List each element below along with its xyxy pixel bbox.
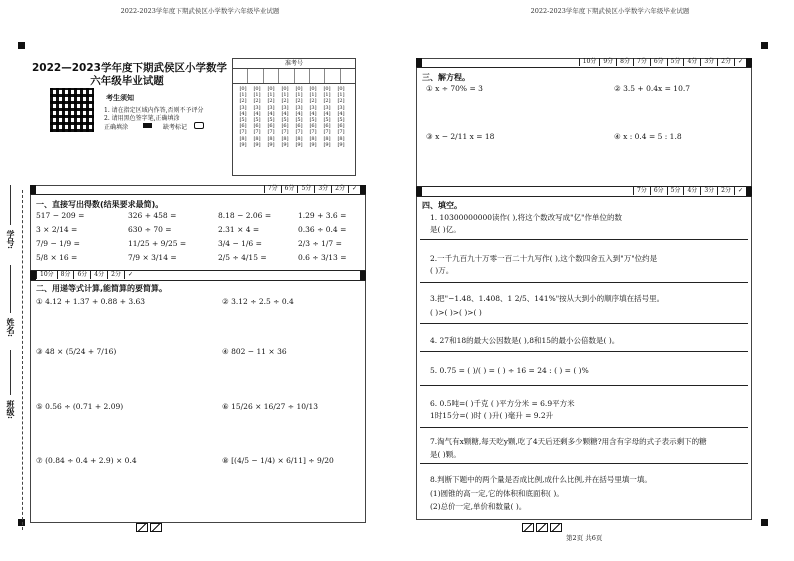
digit-bubble[interactable]: [5] (309, 117, 317, 124)
digit-bubble[interactable]: [4] (309, 110, 317, 117)
score-box[interactable]: 7分 (633, 187, 650, 195)
oral-problem: 3/4 − 1/6 = (218, 239, 262, 248)
digit-bubble[interactable]: [7] (337, 129, 345, 136)
oral-problem: 0.36 ÷ 0.4 = (298, 225, 347, 234)
score-box[interactable]: 2分 (717, 187, 734, 195)
digit-bubble[interactable]: [8] (239, 135, 247, 142)
digit-bubble[interactable]: [5] (281, 117, 289, 124)
equation-4: ④ x : 0.4 = 5 : 1.8 (614, 132, 682, 141)
notice-title: 考生须知 (106, 94, 134, 102)
digit-bubble[interactable]: [2] (267, 98, 275, 105)
score-box[interactable]: 8分 (57, 271, 74, 279)
score-box[interactable]: ✓ (734, 58, 746, 66)
score-box[interactable]: 6分 (650, 58, 667, 66)
divider (420, 239, 748, 240)
fill-item-3-cont: ( )>( )>( )>( ) (430, 308, 482, 317)
digit-bubble[interactable]: [2] (253, 98, 261, 105)
oral-problem: 8.18 − 2.06 = (218, 211, 272, 220)
fold-line (22, 190, 24, 530)
divider (420, 282, 748, 283)
digit-bubble[interactable]: [4] (281, 110, 289, 117)
fill-item-2-cont: ( )万。 (430, 266, 454, 275)
qr-code (50, 88, 94, 132)
digit-bubble[interactable]: [5] (323, 117, 331, 124)
digit-bubble[interactable]: [3] (323, 104, 331, 111)
score-box[interactable]: 2分 (717, 58, 734, 66)
digit-bubble[interactable]: [0] (267, 86, 275, 92)
right-running-title: 2022-2023学年度下期武侯区小学数学六年级毕业试题 (530, 7, 690, 15)
oral-problem: 5/8 × 16 = (36, 253, 78, 262)
score-box[interactable]: 8分 (616, 58, 633, 66)
digit-bubble[interactable]: [8] (267, 135, 275, 142)
digit-bubble[interactable]: [4] (337, 110, 345, 117)
digit-bubble[interactable]: [6] (253, 123, 261, 130)
digit-bubble[interactable]: [6] (267, 123, 275, 130)
score-box[interactable]: ✓ (124, 271, 136, 279)
digit-bubble[interactable]: [5] (337, 117, 345, 124)
digit-bubble[interactable]: [8] (281, 135, 289, 142)
digit-bubble[interactable]: [7] (281, 129, 289, 136)
digit-bubble[interactable]: [3] (309, 104, 317, 111)
barcode-mark (522, 523, 534, 532)
digit-bubble[interactable]: [2] (239, 98, 247, 105)
oral-problem: 0.6 ÷ 3/13 = (298, 253, 347, 262)
digit-bubble[interactable]: [2] (337, 98, 345, 105)
oral-problem: 1.29 + 3.6 = (298, 211, 347, 220)
fill-item-6-cont: 1时15分=( )时 ( )升( )毫升 = 9.2升 (430, 411, 554, 420)
digit-bubble[interactable]: [6] (323, 123, 331, 130)
divider (420, 323, 748, 324)
calc-problem-6: ⑥ 15/26 × 16/27 ÷ 10/13 (222, 402, 319, 411)
oral-problem: 517 − 209 = (36, 211, 85, 220)
digit-bubble[interactable]: [9] (267, 141, 275, 148)
digit-bubble[interactable]: [5] (239, 117, 247, 124)
digit-bubble[interactable]: [6] (309, 123, 317, 130)
digit-bubble[interactable]: [0] (239, 86, 247, 92)
score-box[interactable]: 9分 (599, 58, 616, 66)
absent-mark-checkbox[interactable] (194, 122, 204, 129)
correct-fill-sample (143, 123, 152, 128)
digit-bubble[interactable]: [6] (295, 123, 303, 130)
digit-bubble[interactable]: [8] (323, 135, 331, 142)
score-box[interactable]: 7分 (264, 185, 281, 193)
score-bar (416, 58, 752, 68)
fill-item-3: 3.把"−1.48、1.408、1 2/5、141%"按从大到小的顺序填在括号里。 (430, 294, 665, 303)
digit-bubble[interactable]: [7] (239, 129, 247, 136)
barcode-mark (150, 523, 162, 532)
score-box[interactable]: 7分 (633, 58, 650, 66)
absent-mark-label: 缺考标记 (163, 124, 188, 131)
fill-item-6: 6. 0.5吨=( )千克 ( )平方分米 = 6.9平方米 (430, 399, 575, 408)
calc-problem-5: ⑤ 0.56 ÷ (0.71 + 2.09) (36, 402, 124, 411)
score-box[interactable]: 4分 (90, 271, 107, 279)
fill-item-1: 1. 10300000000读作( ),将这个数改写成"亿"作单位的数 (430, 213, 623, 222)
score-box[interactable]: 3分 (700, 58, 717, 66)
score-box[interactable]: 10分 (36, 271, 57, 279)
oral-problem: 630 ÷ 70 = (128, 225, 172, 234)
name-label: 姓名: (6, 318, 16, 337)
section-title-4: 四、填空。 (422, 201, 462, 210)
section-title-2: 二、用递等式计算,能简算的要简算。 (36, 284, 168, 293)
digit-bubble[interactable]: [3] (253, 104, 261, 111)
digit-bubble[interactable]: [9] (323, 141, 331, 148)
digit-bubble[interactable]: [6] (337, 123, 345, 130)
digit-bubble[interactable]: [1] (323, 92, 331, 99)
digit-bubble[interactable]: [7] (267, 129, 275, 136)
digit-bubble[interactable]: [6] (281, 123, 289, 130)
barcode-mark (550, 523, 562, 532)
calc-problem-2: ② 3.12 ÷ 2.5 ÷ 0.4 (222, 297, 294, 306)
digit-bubble[interactable]: [4] (253, 110, 261, 117)
divider (420, 385, 748, 386)
page-title: 2022—2023学年度下期武侯区小学数学 (32, 62, 227, 74)
digit-bubble[interactable]: [3] (281, 104, 289, 111)
score-box[interactable]: 2分 (107, 271, 124, 279)
fill-item-8-1: (1)圆锥的高一定,它的体积和底面积( )。 (430, 489, 564, 498)
digit-bubble[interactable]: [1] (337, 92, 345, 99)
digit-bubble[interactable]: [9] (309, 141, 317, 148)
oral-problem: 2.31 × 4 = (218, 225, 260, 234)
digit-bubble[interactable]: [2] (281, 98, 289, 105)
digit-bubble[interactable]: [8] (337, 135, 345, 142)
digit-bubble[interactable]: [2] (323, 98, 331, 105)
score-box[interactable]: ✓ (348, 185, 360, 193)
left-running-title: 2022-2023学年度下期武侯区小学数学六年级毕业试题 (120, 7, 280, 15)
digit-bubble[interactable]: [3] (337, 104, 345, 111)
calc-problem-1: ① 4.12 + 1.37 + 0.88 + 3.63 (36, 297, 146, 306)
digit-bubble[interactable]: [9] (295, 141, 303, 148)
section-title-3: 三、解方程。 (422, 73, 470, 82)
notice-item: 1. 请在指定区域内作答,否则不予评分 (104, 107, 204, 114)
divider (420, 427, 748, 428)
digit-bubble[interactable]: [7] (323, 129, 331, 136)
digit-bubble[interactable]: [9] (253, 141, 261, 148)
divider (420, 463, 748, 464)
oral-problem: 2/3 ÷ 1/7 = (298, 239, 342, 248)
score-box[interactable]: 4分 (683, 58, 700, 66)
digit-bubble[interactable]: [0] (337, 86, 345, 92)
exam-number-box (232, 58, 356, 176)
exam-number-bubbles[interactable] (236, 86, 348, 148)
fill-item-1-cont: 是( )亿。 (430, 225, 461, 234)
score-box[interactable]: 5分 (667, 187, 684, 195)
calc-problem-3: ③ 48 × (5/24 + 7/16) (36, 347, 117, 356)
score-bar (30, 270, 366, 281)
digit-bubble[interactable]: [1] (295, 92, 303, 99)
digit-bubble[interactable]: [4] (295, 110, 303, 117)
calc-problem-8: ⑧ [(4/5 − 1/4) × 6/11] ÷ 9/20 (222, 456, 334, 465)
barcode-mark (536, 523, 548, 532)
notice-item: 2. 请用黑色签字笔,正确填涂 (104, 115, 180, 122)
fill-item-4: 4. 27和18的最大公因数是( ),8和15的最小公倍数是( )。 (430, 336, 620, 345)
digit-bubble[interactable]: [1] (281, 92, 289, 99)
fill-item-2: 2.一千九百九十万零一百二十九写作( ),这个数四舍五入到"万"位约是 (430, 254, 658, 263)
score-box[interactable]: 4分 (683, 187, 700, 195)
digit-bubble[interactable]: [1] (267, 92, 275, 99)
class-label: 班级: (6, 400, 16, 419)
correct-fill-label: 正确填涂 (104, 124, 129, 131)
answer-area-right (416, 58, 752, 520)
binding-line (10, 185, 11, 225)
corner-mark (18, 42, 25, 49)
score-box[interactable]: 6分 (281, 185, 298, 193)
binding-line (10, 350, 11, 395)
fill-item-8: 8.判断下题中的两个量是否成比例,成什么比例,并在括号里填一填。 (430, 475, 652, 484)
digit-bubble[interactable]: [2] (295, 98, 303, 105)
digit-bubble[interactable]: [7] (253, 129, 261, 136)
score-box[interactable]: 3分 (700, 187, 717, 195)
equation-2: ② 3.5 + 0.4x = 10.7 (614, 84, 690, 93)
exam-number-label: 准考号 (233, 59, 355, 69)
digit-bubble[interactable]: [5] (253, 117, 261, 124)
divider (420, 351, 748, 352)
oral-problem: 3 × 2/14 = (36, 225, 78, 234)
section-title-1: 一、直接写出得数(结果要求最简)。 (36, 200, 164, 209)
digit-bubble[interactable]: [6] (239, 123, 247, 130)
score-box[interactable]: ✓ (734, 187, 746, 195)
score-bar (416, 186, 752, 197)
digit-bubble[interactable]: [5] (295, 117, 303, 124)
fill-item-5: 5. 0.75 = ( )/( ) = ( ) ÷ 16 = 24 : ( ) = ( )% (430, 366, 589, 375)
digit-bubble[interactable]: [3] (239, 104, 247, 111)
digit-bubble[interactable]: [3] (295, 104, 303, 111)
page-footer: 第2页 共6页 (566, 534, 603, 542)
fill-item-7: 7.淘气有x颗糖,每天吃y颗,吃了4天后还剩多少颗糖?用含有字母的式子表示剩下的糖 (430, 437, 707, 446)
corner-mark (761, 42, 768, 49)
digit-bubble[interactable]: [9] (239, 141, 247, 148)
binding-line (10, 265, 11, 313)
oral-problem: 2/5 ÷ 4/15 = (218, 253, 267, 262)
corner-mark (761, 519, 768, 526)
score-box[interactable]: 6分 (73, 271, 90, 279)
calc-problem-7: ⑦ (0.84 ÷ 0.4 + 2.9) × 0.4 (36, 456, 137, 465)
digit-bubble[interactable]: [8] (253, 135, 261, 142)
digit-bubble[interactable]: [3] (267, 104, 275, 111)
digit-bubble[interactable]: [0] (309, 86, 317, 92)
digit-bubble[interactable]: [0] (253, 86, 261, 92)
digit-bubble[interactable]: [4] (267, 110, 275, 117)
oral-problem: 11/25 + 9/25 = (128, 239, 187, 248)
equation-1: ① x ÷ 70% = 3 (426, 84, 483, 93)
oral-problem: 326 + 458 = (128, 211, 177, 220)
score-bar (30, 185, 366, 195)
oral-problem: 7/9 − 1/9 = (36, 239, 80, 248)
digit-bubble[interactable]: [2] (309, 98, 317, 105)
student-id-label: 学号: (6, 230, 16, 249)
calc-problem-4: ④ 802 − 11 × 36 (222, 347, 287, 356)
digit-bubble[interactable]: [9] (281, 141, 289, 148)
digit-bubble[interactable]: [8] (309, 135, 317, 142)
digit-bubble[interactable]: [4] (323, 110, 331, 117)
digit-bubble[interactable]: [8] (295, 135, 303, 142)
digit-bubble[interactable]: [9] (337, 141, 345, 148)
digit-bubble[interactable]: [1] (239, 92, 247, 99)
digit-bubble[interactable]: [0] (323, 86, 331, 92)
equation-3: ③ x − 2/11 x = 18 (426, 132, 495, 141)
score-box[interactable]: 5分 (297, 185, 314, 193)
digit-bubble[interactable]: [1] (309, 92, 317, 99)
digit-bubble[interactable]: [7] (295, 129, 303, 136)
score-box[interactable]: 6分 (650, 187, 667, 195)
digit-bubble[interactable]: [4] (239, 110, 247, 117)
score-box[interactable]: 5分 (667, 58, 684, 66)
digit-bubble[interactable]: [0] (281, 86, 289, 92)
fill-item-8-2: (2)总价一定,单价和数量( )。 (430, 502, 527, 511)
digit-bubble[interactable]: [5] (267, 117, 275, 124)
page-subtitle: 六年级毕业试题 (90, 75, 164, 87)
score-box[interactable]: 2分 (331, 185, 348, 193)
oral-problem: 7/9 × 3/14 = (128, 253, 177, 262)
score-box[interactable]: 3分 (314, 185, 331, 193)
digit-bubble[interactable]: [7] (309, 129, 317, 136)
barcode-mark (136, 523, 148, 532)
digit-bubble[interactable]: [0] (295, 86, 303, 92)
digit-bubble[interactable]: [1] (253, 92, 261, 99)
score-box[interactable]: 10分 (579, 58, 600, 66)
fill-item-7-cont: 是( )颗。 (430, 450, 461, 459)
